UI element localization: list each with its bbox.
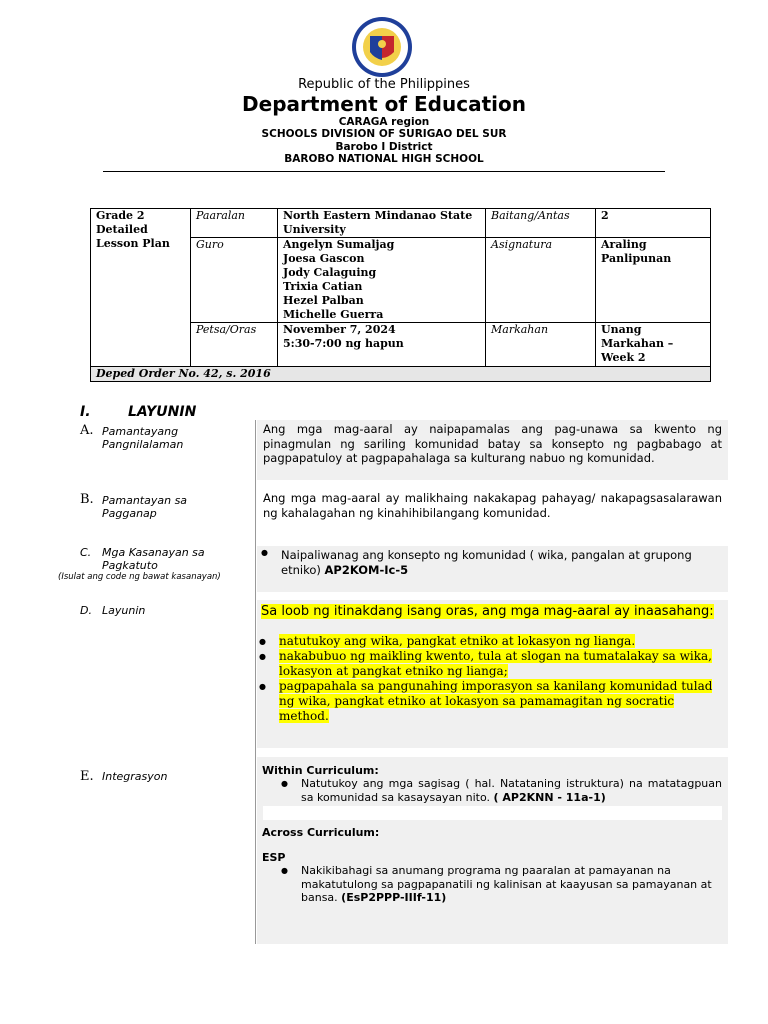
row-d-text: Layunin	[102, 604, 146, 617]
objective-item	[257, 679, 718, 724]
row-c-content	[257, 546, 728, 592]
row-d-label	[80, 604, 250, 617]
row-d-list	[257, 634, 728, 724]
asignatura-value: Araling Panlipunan	[596, 238, 711, 323]
row-d-letter: D.	[80, 604, 92, 617]
row-c-label	[80, 546, 252, 572]
row-a-label	[80, 423, 250, 451]
district-line: Barobo I District	[335, 141, 433, 153]
within-text: Natutukoy ang mga sagisag ( hal. Natataning istruktura) na matatagpuan sa komunidad sa kasaysayan nito.	[301, 777, 722, 804]
row-e-label	[80, 769, 250, 784]
row-b-content	[257, 489, 728, 535]
row-c-paragraph: Naipaliwanag ang konsepto ng komunidad ( wika, pangalan at grupong etniko)	[281, 548, 692, 577]
esp-code: (EsP2PPP-IIIf-11)	[341, 891, 447, 904]
petsa-label: Petsa/Oras	[191, 323, 278, 367]
row-b-text: Pamantayan sa Pagganap	[102, 494, 188, 520]
objective-text: nakabubuo ng maikling kwento, tula at slogan na tumatalakay sa wika, lokasyon at pangkat etniko ng lianga;	[279, 649, 712, 678]
department-title: Department of Education	[242, 92, 526, 116]
row-c-code: AP2KOM-Ic-5	[324, 562, 409, 577]
teachers-list	[278, 238, 486, 323]
header-divider	[103, 171, 665, 172]
asignatura-label: Asignatura	[486, 238, 596, 323]
within-code: ( AP2KNN - 11a-1)	[493, 790, 606, 804]
row-b-paragraph: Ang mga mag-aaral ay malikhaing nakakapag pahayag/ nakapagsasalarawan ng kahalagahan ng kinahihibilangang komunidad.	[263, 491, 722, 520]
petsa-date: November 7, 2024	[283, 323, 396, 336]
section-number: I.	[80, 404, 91, 420]
row-d-content	[257, 600, 728, 748]
objective-item	[257, 649, 718, 679]
teacher-name: Michelle Guerra	[283, 308, 384, 321]
paaralan-label: Paaralan	[191, 209, 278, 238]
within-title: Within Curriculum:	[262, 764, 379, 777]
guro-label: Guro	[191, 238, 278, 323]
row-b-label	[80, 492, 250, 520]
republic-heading: Republic of the Philippines	[298, 77, 470, 92]
row-a-text: Pamantayang Pangnilalaman	[102, 425, 184, 451]
school-line: BAROBO NATIONAL HIGH SCHOOL	[284, 153, 484, 165]
spacer-bar	[263, 806, 722, 820]
within-bullet	[279, 777, 728, 804]
teacher-name: Jody Calaguing	[283, 266, 377, 279]
esp-bullet	[279, 864, 728, 905]
row-e-letter: E.	[80, 769, 94, 784]
markahan-value: Unang Markahan – Week 2	[596, 323, 711, 367]
baitang-value: 2	[596, 209, 711, 238]
row-e-text: Integrasyon	[102, 770, 168, 783]
teacher-name: Hezel Palban	[283, 294, 364, 307]
row-c-letter: C.	[80, 546, 92, 559]
esp-text: Nakikibahagi sa anumang programa ng paaralan at pamayanan na makatutulong sa pagpapanatili ng kalinisan at kaayusan sa pamayanan at bansa.	[301, 864, 712, 904]
row-d-intro	[257, 600, 728, 620]
objective-item	[257, 634, 718, 649]
row-a-content	[257, 420, 728, 480]
esp-title: ESP	[262, 851, 286, 864]
lesson-info-table	[90, 208, 711, 382]
plan-title-cell: Grade 2 Detailed Lesson Plan	[91, 209, 191, 367]
petsa-value	[278, 323, 486, 367]
section-heading	[80, 404, 196, 420]
petsa-time: 5:30-7:00 ng hapun	[283, 337, 404, 350]
teacher-name: Trixia Catian	[283, 280, 363, 293]
teacher-name: Joesa Gascon	[283, 252, 365, 265]
markahan-label: Markahan	[486, 323, 596, 367]
row-d-intro-text: Sa loob ng itinakdang isang oras, ang mga mag-aaral ay inaasahang:	[261, 604, 714, 619]
row-a-paragraph: Ang mga mag-aaral ay naipapamalas ang pag-unawa sa kwento ng pinagmulan ng sariling komunidad batay sa konsepto ng pagbabago at pagpapatuloy at pagpapahalaga sa kulturang nabuo ng komunidad.	[263, 422, 722, 465]
row-a-letter: A.	[80, 423, 94, 438]
row-c-bullet	[259, 546, 728, 577]
across-title: Across Curriculum:	[262, 826, 380, 839]
division-line: SCHOOLS DIVISION OF SURIGAO DEL SUR	[261, 128, 507, 140]
paaralan-value: North Eastern Mindanao State University	[278, 209, 486, 238]
column-divider	[255, 420, 256, 944]
deped-seal-logo	[342, 16, 422, 78]
section-title: LAYUNIN	[128, 404, 197, 420]
row-b-letter: B.	[80, 492, 94, 507]
objective-text: pagpapahala sa pangunahing imporasyon sa kanilang komunidad tulad ng wika, pangkat etniko at lokasyon sa pamamagitan ng socratic method.	[279, 679, 713, 723]
row-c-text: Mga Kasanayan sa Pagkatuto	[102, 546, 205, 572]
baitang-label: Baitang/Antas	[486, 209, 596, 238]
teacher-name: Angelyn Sumaljag	[283, 238, 395, 251]
row-e-content	[257, 757, 728, 944]
region-line: CARAGA region	[338, 116, 430, 128]
deped-order-row: Deped Order No. 42, s. 2016	[91, 367, 711, 382]
row-c-note: (Isulat ang code ng bawat kasanayan)	[58, 572, 221, 582]
objective-text: natutukoy ang wika, pangkat etniko at lokasyon ng lianga.	[279, 634, 636, 648]
